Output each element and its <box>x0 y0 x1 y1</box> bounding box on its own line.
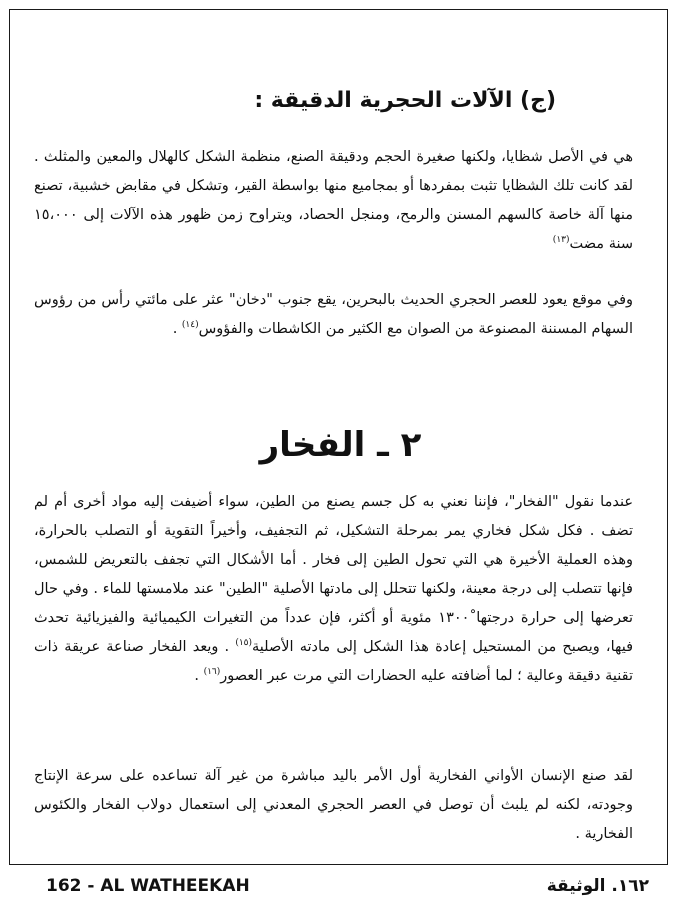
section-c-paragraph-1 <box>34 143 633 259</box>
section-2-paragraph-1 <box>34 488 633 691</box>
footer-page-number-latin: 162 - AL WATHEEKAH <box>46 876 250 896</box>
section-c-paragraph-2-end: . <box>172 321 182 337</box>
section-c-paragraph-2 <box>34 286 633 344</box>
section-2-heading: ٢ ـ الفخار <box>259 425 422 465</box>
footnote-ref-16: (١٦) <box>203 667 221 678</box>
page-footer <box>12 872 669 902</box>
section-c-heading: (ج) الآلات الحجرية الدقيقة : <box>254 88 556 113</box>
section-2-paragraph-1-part-1: عندما نقول "الفخار"، فإننا نعني به كل جسم يصنع من الطين، سواء أضيفت إليه مواد أخرى أم لم تضف . فكل شكل فخاري يمر بمرحلة التشكيل، ثم التجفيف، وأخيراً التقوية أو التصلب بالحرارة، وهذه العملية الأخيرة هي التي تحول الطين إلى فخار . أما الأشكال التي تجفف بالتعريض للشمس، فإنها تتصلب إلى درجة معينة، ولكنها تتحلل إلى مادتها الأصلية "الطين" عند ملامستها للماء . وفي حال تعرضها إلى حرارة درجتها ١٣٠٠ْ مئوية أو أكثر، فإن عدداً من التغيرات الكيميائية والفيزيائية تحدث فيها، ويصبح من المستحيل إعادة هذا الشكل إلى مادته الأصلية <box>34 494 634 655</box>
section-2-paragraph-1-part-2: . ويعد الفخار صناعة عريقة ذات تقنية دقيقة وعالية ؛ لما أضافته عليه الحضارات التي مرت عبر العصور <box>34 639 633 684</box>
section-c-paragraph-1-text: هي في الأصل شظايا، ولكنها صغيرة الحجم ودقيقة الصنع، منظمة الشكل كالهلال والمعين والمثلث . لقد كانت تلك الشظايا تثبت بمفردها أو بمجاميع منها بواسطة القير، وتشكل في مقابض خشبية، تصنع منها آلة خاصة كالسهم المسنن والرمح، ومنجل الحصاد، ويتراوح زمن ظهور هذه الآلات إلى ١٥،٠٠٠ سنة مضت <box>34 149 633 252</box>
footnote-ref-14: (١٤) <box>181 320 199 331</box>
section-2-paragraph-2: لقد صنع الإنسان الأواني الفخارية أول الأمر باليد مباشرة من غير آلة تساعده على سرعة الإنتاج وجودته، لكنه لم يلبث أن توصل في العصر الحجري المعدني إلى استعمال دولاب الفخار والكئوس الفخارية . <box>34 768 633 842</box>
footer-page-number-arabic: ١٦٢. الوثيقة <box>546 876 649 896</box>
footnote-ref-13: (١٣) <box>552 235 570 246</box>
section-c-paragraph-2-text: وفي موقع يعود للعصر الحجري الحديث بالبحرين، يقع جنوب "دخان" عثر على مائتي رأس من رؤوس السهام المسننة المصنوعة من الصوان مع الكثير من الكاشطات والفؤوس <box>34 292 633 337</box>
footnote-ref-15: (١٥) <box>235 638 253 649</box>
section-2-paragraph-1-end: . <box>194 668 204 684</box>
